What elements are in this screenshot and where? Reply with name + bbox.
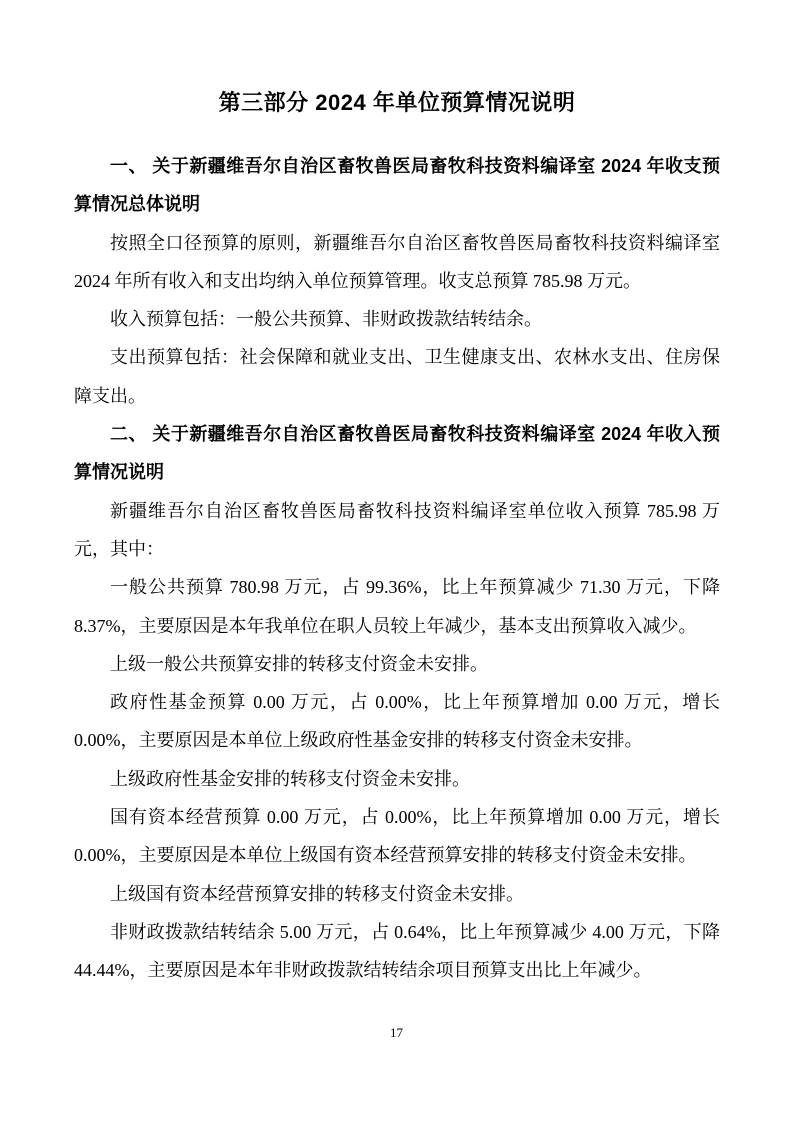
body-paragraph: 政府性基金预算 0.00 万元，占 0.00%，比上年预算增加 0.00 万元，增长 0.00%，主要原因是本单位上级政府性基金安排的转移支付资金未安排。 [74,692,720,751]
body-paragraph: 一般公共预算 780.98 万元，占 99.36%，比上年预算减少 71.30 万元，下降 8.37%，主要原因是本年我单位在职人员较上年减少，基本支出预算收入减少。 [74,577,720,636]
body-paragraph: 上级一般公共预算安排的转移支付资金未安排。 [110,653,488,674]
page-content [74,0,720,990]
body-paragraph: 收入预算包括：一般公共预算、非财政拨款结转结余。 [110,309,542,330]
body-paragraph: 上级政府性基金安排的转移支付资金未安排。 [110,768,470,789]
section-1-heading: 一、 关于新疆维吾尔自治区畜牧兽医局畜牧科技资料编译室 2024 年收支预算情况总体说明 [74,156,720,215]
body-paragraph: 支出预算包括：社会保障和就业支出、卫生健康支出、农林水支出、住房保障支出。 [74,347,720,406]
body-paragraph: 按照全口径预算的原则，新疆维吾尔自治区畜牧兽医局畜牧科技资料编译室 2024 年所有收入和支出均纳入单位预算管理。收支总预算 785.98 万元。 [74,232,720,291]
page-number: 17 [390,1025,403,1040]
body-paragraph: 上级国有资本经营预算安排的转移支付资金未安排。 [110,883,524,904]
body-paragraph: 国有资本经营预算 0.00 万元，占 0.00%，比上年预算增加 0.00 万元，增长 0.00%，主要原因是本单位上级国有资本经营预算安排的转移支付资金未安排。 [74,807,720,866]
document-title: 第三部分 2024 年单位预算情况说明 [218,90,576,115]
body-paragraph: 非财政拨款结转结余 5.00 万元，占 0.64%，比上年预算减少 4.00 万元，下降 44.44%，主要原因是本年非财政拨款结转结余项目预算支出比上年减少。 [74,921,720,981]
body-paragraph: 新疆维吾尔自治区畜牧兽医局畜牧科技资料编译室单位收入预算 785.98 万元，其中： [74,500,720,559]
section-2-heading: 二、 关于新疆维吾尔自治区畜牧兽医局畜牧科技资料编译室 2024 年收入预算情况说明 [74,424,720,483]
